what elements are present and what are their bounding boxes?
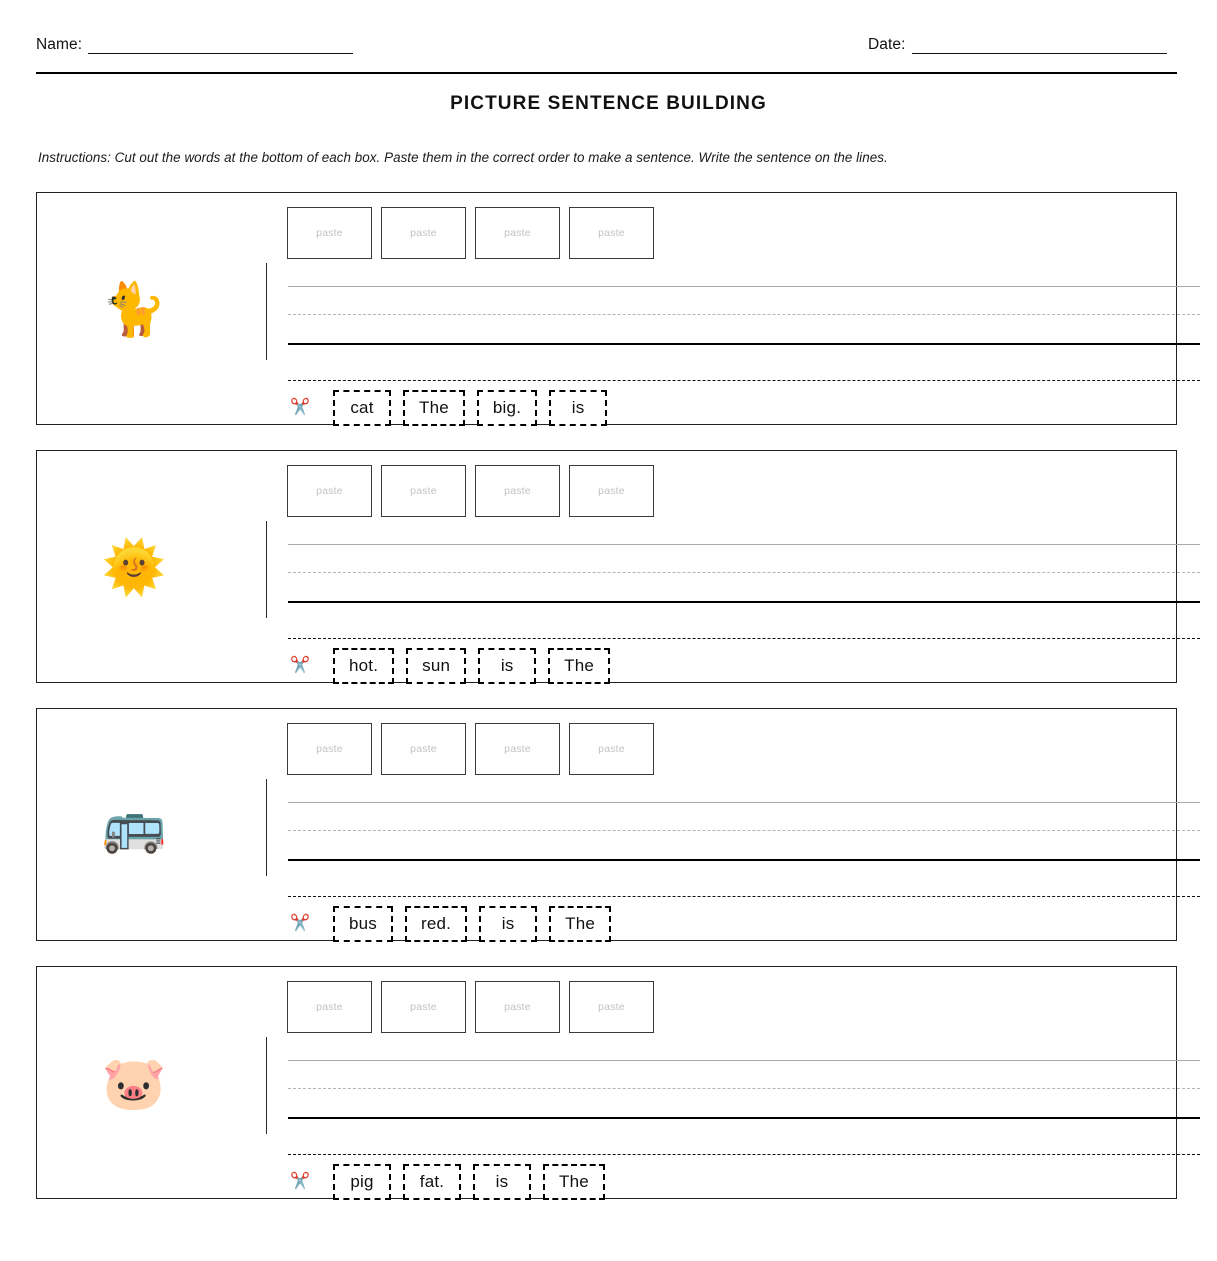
paste-slot-label: paste: [504, 485, 531, 497]
paste-slot-label: paste: [504, 227, 531, 239]
paste-slot-row: [287, 981, 654, 1033]
cut-separator-line: [288, 638, 1200, 639]
handwriting-lines[interactable]: [288, 794, 1200, 876]
date-write-line[interactable]: [912, 38, 1167, 54]
name-write-line[interactable]: [88, 38, 353, 54]
paste-slot-label: paste: [504, 1001, 531, 1013]
vertical-divider: [266, 779, 267, 876]
paste-slot-label: paste: [410, 485, 437, 497]
scissors-icon: ✂️: [290, 1173, 310, 1190]
exercise-box: [36, 192, 1177, 425]
cutout-word-row: [287, 904, 611, 944]
word-chip-group: [333, 390, 607, 426]
line-midline-dashed: [288, 572, 1200, 573]
word-chip[interactable]: is: [478, 648, 536, 684]
header: [36, 36, 1177, 70]
sun-emoji: 🌞: [101, 538, 167, 597]
paste-slot[interactable]: [475, 981, 560, 1033]
paste-slot-label: paste: [410, 227, 437, 239]
line-top: [288, 802, 1200, 803]
word-chip-group: [333, 648, 610, 684]
paste-slot[interactable]: [569, 723, 654, 775]
exercise-box: [36, 450, 1177, 683]
cutout-word-row: [287, 1162, 605, 1202]
paste-slot[interactable]: [287, 207, 372, 259]
paste-slot[interactable]: [287, 981, 372, 1033]
word-chip[interactable]: bus: [333, 906, 393, 942]
word-chip-group: [333, 906, 611, 942]
scissors-icon: ✂️: [290, 399, 310, 416]
date-field-group: [868, 36, 1167, 54]
header-divider: [36, 72, 1177, 74]
word-chip[interactable]: The: [543, 1164, 605, 1200]
cutout-word-row: [287, 646, 610, 686]
paste-slot[interactable]: [569, 465, 654, 517]
line-midline-dashed: [288, 1088, 1200, 1089]
paste-slot-label: paste: [316, 743, 343, 755]
word-chip[interactable]: fat.: [403, 1164, 461, 1200]
scissors-icon: ✂️: [290, 657, 310, 674]
paste-slot-label: paste: [410, 743, 437, 755]
picture-cell: [37, 193, 231, 426]
paste-slot[interactable]: [569, 981, 654, 1033]
vertical-divider: [266, 521, 267, 618]
line-baseline: [288, 343, 1200, 345]
paste-slot[interactable]: [569, 207, 654, 259]
line-top: [288, 1060, 1200, 1061]
word-chip-group: [333, 1164, 605, 1200]
bus-emoji: 🚌: [101, 796, 167, 855]
word-chip[interactable]: sun: [406, 648, 466, 684]
paste-slot-row: [287, 723, 654, 775]
paste-slot[interactable]: [381, 207, 466, 259]
line-midline-dashed: [288, 314, 1200, 315]
scissors-icon: ✂️: [290, 915, 310, 932]
vertical-divider: [266, 1037, 267, 1134]
picture-cell: [37, 709, 231, 942]
word-chip[interactable]: The: [549, 906, 611, 942]
paste-slot[interactable]: [475, 207, 560, 259]
paste-slot[interactable]: [287, 465, 372, 517]
line-baseline: [288, 601, 1200, 603]
instructions-text: Instructions: Cut out the words at the bottom of each box. Paste them in the correct order to make a sentence. Write the sentence on the lines.: [38, 150, 888, 165]
paste-slot[interactable]: [381, 465, 466, 517]
word-chip[interactable]: The: [403, 390, 465, 426]
paste-slot[interactable]: [475, 465, 560, 517]
paste-slot-label: paste: [598, 743, 625, 755]
word-chip[interactable]: is: [473, 1164, 531, 1200]
cut-separator-line: [288, 896, 1200, 897]
line-top: [288, 286, 1200, 287]
word-chip[interactable]: pig: [333, 1164, 391, 1200]
paste-slot-label: paste: [598, 1001, 625, 1013]
vertical-divider: [266, 263, 267, 360]
line-midline-dashed: [288, 830, 1200, 831]
cutout-word-row: [287, 388, 607, 428]
handwriting-lines[interactable]: [288, 1052, 1200, 1134]
line-baseline: [288, 1117, 1200, 1119]
page-title: PICTURE SENTENCE BUILDING: [450, 93, 767, 114]
handwriting-lines[interactable]: [288, 278, 1200, 360]
word-chip[interactable]: The: [548, 648, 610, 684]
line-baseline: [288, 859, 1200, 861]
paste-slot-row: [287, 465, 654, 517]
cat-emoji: 🐈: [101, 280, 167, 339]
name-field-group: [36, 36, 353, 54]
word-chip[interactable]: hot.: [333, 648, 394, 684]
cut-separator-line: [288, 1154, 1200, 1155]
paste-slot[interactable]: [381, 981, 466, 1033]
handwriting-lines[interactable]: [288, 536, 1200, 618]
line-top: [288, 544, 1200, 545]
paste-slot[interactable]: [475, 723, 560, 775]
paste-slot[interactable]: [381, 723, 466, 775]
word-chip[interactable]: is: [549, 390, 607, 426]
cut-separator-line: [288, 380, 1200, 381]
exercise-box: [36, 966, 1177, 1199]
name-label: Name:: [36, 36, 83, 53]
date-label: Date:: [868, 36, 906, 53]
paste-slot-label: paste: [316, 1001, 343, 1013]
exercise-box: [36, 708, 1177, 941]
picture-cell: [37, 967, 231, 1200]
word-chip[interactable]: big.: [477, 390, 537, 426]
paste-slot-label: paste: [316, 485, 343, 497]
paste-slot-label: paste: [316, 227, 343, 239]
word-chip[interactable]: is: [479, 906, 537, 942]
paste-slot[interactable]: [287, 723, 372, 775]
word-chip[interactable]: red.: [405, 906, 467, 942]
paste-slot-label: paste: [410, 1001, 437, 1013]
pig-emoji: 🐷: [101, 1054, 167, 1113]
picture-cell: [37, 451, 231, 684]
paste-slot-label: paste: [598, 227, 625, 239]
paste-slot-label: paste: [504, 743, 531, 755]
paste-slot-row: [287, 207, 654, 259]
paste-slot-label: paste: [598, 485, 625, 497]
word-chip[interactable]: cat: [333, 390, 391, 426]
